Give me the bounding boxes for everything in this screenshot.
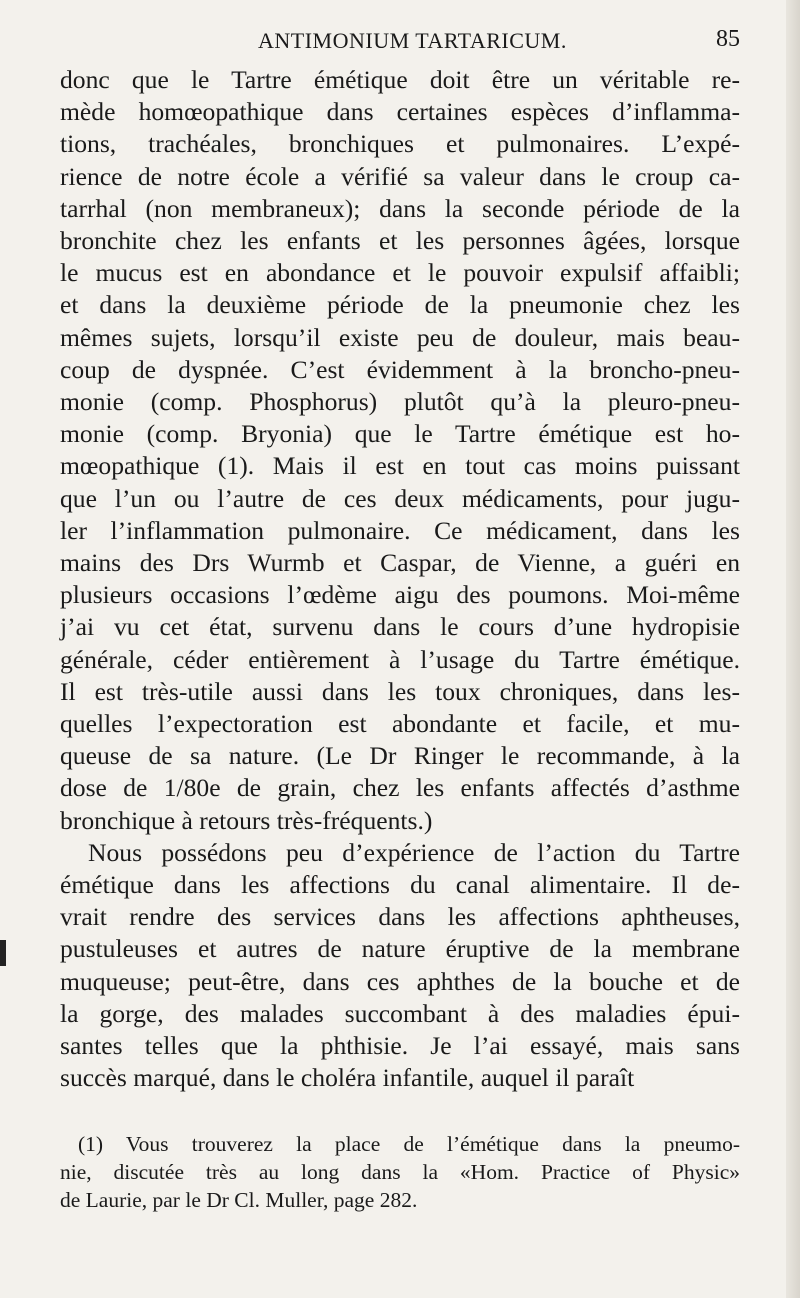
text-line: que l’un ou l’autre de ces deux médicaments, pour jugu-	[60, 483, 740, 513]
text-line: mains des Drs Wurmb et Caspar, de Vienne, a guéri en	[60, 548, 740, 578]
page-number: 85	[716, 26, 740, 52]
text-line: santes telles que la phthisie. Je l’ai essayé, mais sans	[60, 1031, 740, 1061]
text-line: dose de 1/80e de grain, chez les enfants affectés d’asthme	[60, 773, 740, 803]
text-line: j’ai vu cet état, survenu dans le cours d’une hydropisie	[60, 612, 740, 642]
page-edge	[786, 0, 800, 1298]
running-title: ANTIMONIUM TARTARICUM.	[258, 28, 567, 53]
text-line: tarrhal (non membraneux); dans la seconde période de la	[60, 193, 740, 223]
scan-mark	[0, 940, 6, 966]
footnote-line: de Laurie, par le Dr Cl. Muller, page 282.	[60, 1188, 418, 1212]
text-line: mêmes sujets, lorsqu’il existe peu de douleur, mais beau-	[60, 322, 740, 352]
text-line: bronchique à retours très-fréquents.)	[60, 805, 433, 835]
text-line: Il est très-utile aussi dans les toux chroniques, dans les-	[60, 676, 740, 706]
text-line: et dans la deuxième période de la pneumonie chez les	[60, 290, 740, 320]
text-line: vrait rendre des services dans les affections aphtheuses,	[60, 902, 740, 932]
body-text	[60, 64, 740, 1095]
text-line: ler l’inflammation pulmonaire. Ce médicament, dans les	[60, 515, 740, 545]
text-line: le mucus est en abondance et le pouvoir expulsif affaibli;	[60, 258, 740, 288]
text-line: Nous possédons peu d’expérience de l’action du Tartre	[88, 837, 740, 867]
text-line: bronchite chez les enfants et les personnes âgées, lorsque	[60, 226, 740, 256]
text-line: pustuleuses et autres de nature éruptive de la membrane	[60, 934, 740, 964]
text-line: monie (comp. Phosphorus) plutôt qu’à la pleuro-pneu-	[60, 387, 740, 417]
text-line: générale, céder entièrement à l’usage du Tartre émétique.	[60, 644, 740, 674]
footnotes	[60, 1130, 740, 1214]
text-line: mœopathique (1). Mais il est en tout cas moins puissant	[60, 451, 740, 481]
text-line: quelles l’expectoration est abondante et facile, et mu-	[60, 709, 740, 739]
text-line: donc que le Tartre émétique doit être un véritable re-	[60, 65, 740, 94]
text-line: mède homœopathique dans certaines espèces d’inflamma-	[60, 97, 740, 127]
page-header	[60, 24, 740, 64]
text-line: muqueuse; peut-être, dans ces aphthes de la bouche et de	[60, 966, 740, 996]
text-line: queuse de sa nature. (Le Dr Ringer le recommande, à la	[60, 741, 740, 771]
text-line: rience de notre école a vérifié sa valeur dans le croup ca-	[60, 161, 740, 191]
text-line: succès marqué, dans le choléra infantile, auquel il paraît	[60, 1063, 635, 1093]
text-line: tions, trachéales, bronchiques et pulmonaires. L’expé-	[60, 129, 740, 159]
footnote-line: (1) Vous trouverez la place de l’émétique dans la pneumo-	[78, 1132, 740, 1156]
footnote-line: nie, discutée très au long dans la «Hom. Practice of Physic»	[60, 1160, 740, 1184]
text-line: monie (comp. Bryonia) que le Tartre émétique est ho-	[60, 419, 740, 449]
text-line: plusieurs occasions l’œdème aigu des poumons. Moi-même	[60, 580, 740, 610]
text-line: coup de dyspnée. C’est évidemment à la broncho-pneu-	[60, 354, 740, 384]
text-line: émétique dans les affections du canal alimentaire. Il de-	[60, 870, 740, 900]
text-line: la gorge, des malades succombant à des maladies épui-	[60, 998, 740, 1028]
